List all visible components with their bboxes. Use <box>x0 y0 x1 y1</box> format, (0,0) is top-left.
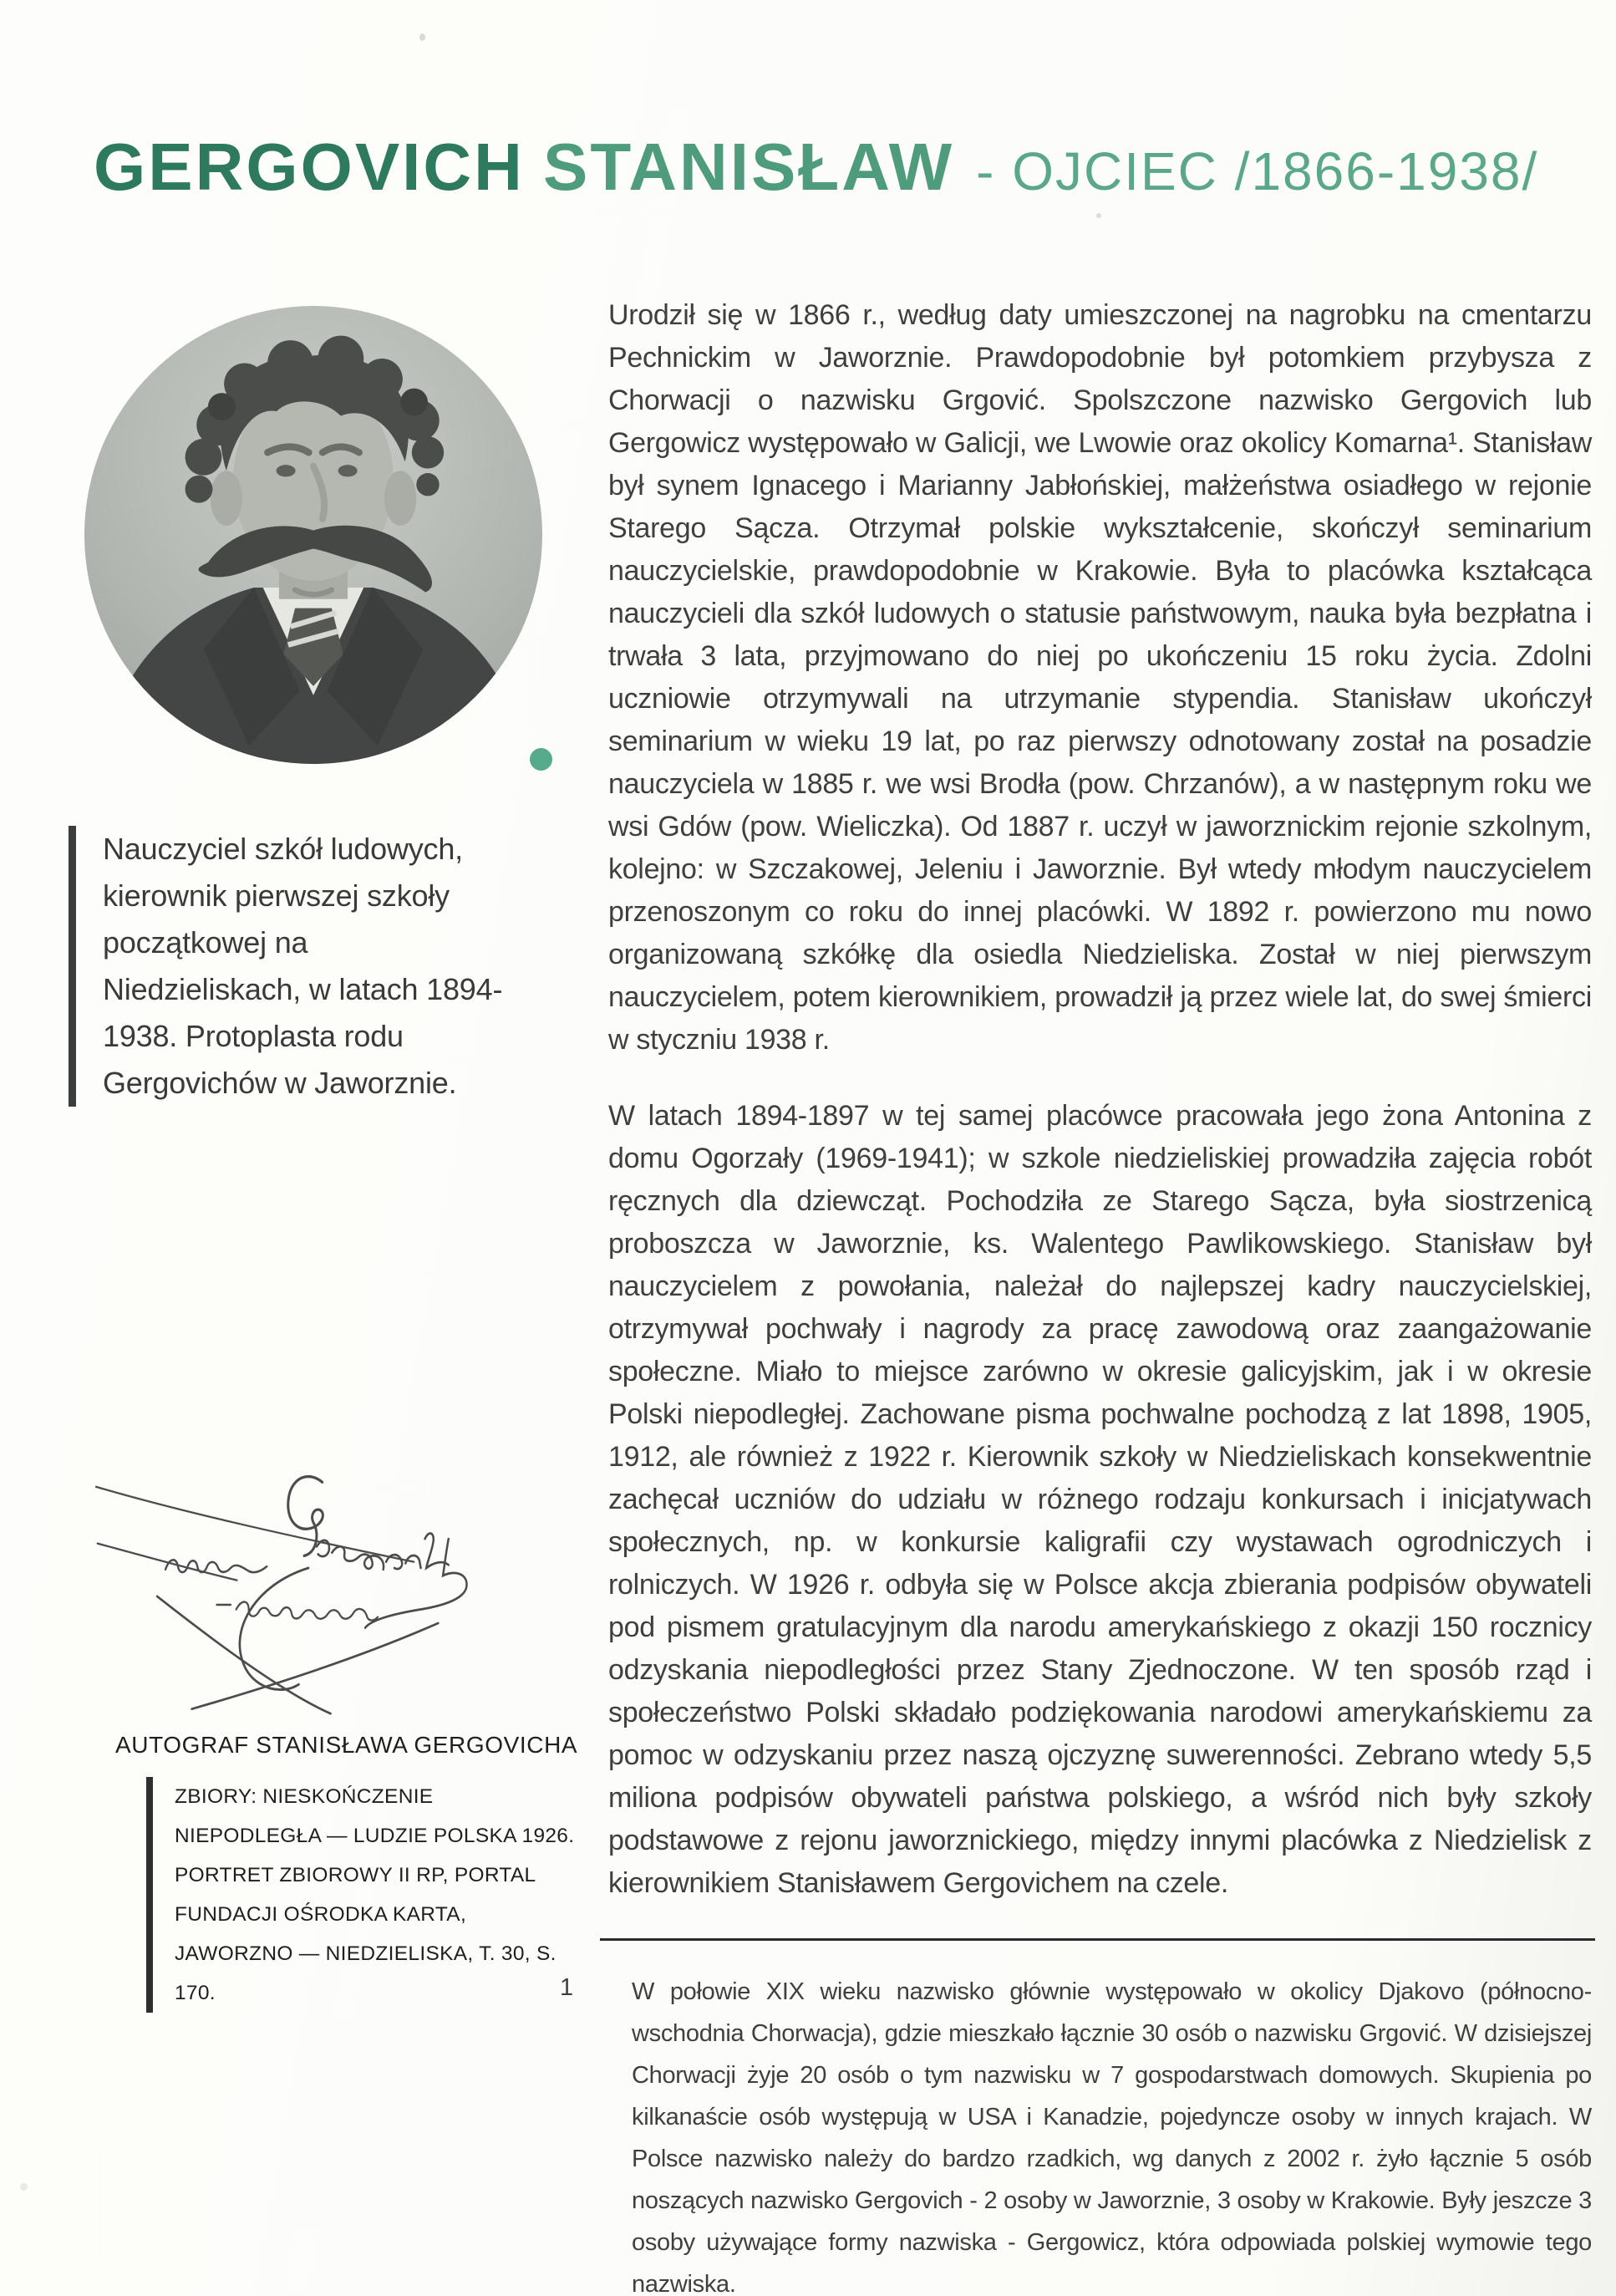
portrait-illustration <box>84 306 542 764</box>
footnote-separator <box>600 1938 1595 1941</box>
pull-quote: Nauczyciel szkół ludowych, kierownik pierwszej szkoły początkowej na Niedzieliskach, w latach 1894-1938. Protoplasta rodu Gergovichów w Jaworznie. <box>69 826 503 1107</box>
scan-speck <box>20 2183 28 2191</box>
scan-speck <box>1096 213 1101 218</box>
title-surname: GERGOVICH <box>94 130 525 204</box>
source-citation: ZBIORY: NIESKOŃCZENIE NIEPODLEGŁA — LUDZIE POLSKA 1926. PORTRET ZBIOROWY II RP, PORTAL FUNDACJI OŚRODKA KARTA, JAWORZNO — NIEDZIELISKA, T. 30, S. 170. <box>146 1777 581 2013</box>
signature-caption: AUTOGRAF STANISŁAWA GERGOVICHA <box>115 1732 578 1758</box>
paragraph-1: Urodził się w 1866 r., według daty umieszczonej na nagrobku na cmentarzu Pechnickim w Jaworznie. Prawdopodobnie był potomkiem przybysza z Chorwacji o nazwisku Grgović. Spolszczone nazwisko Gergovich lub Gergowicz występowało w Galicji, we Lwowie oraz okolicy Komarna¹. Stanisław był synem Ignacego i Marianny Jabłońskiej, małżeństwa osiadłego w rejonie Starego Sącza. Otrzymał polskie wykształcenie, skończył seminarium nauczycielskie, prawdopodobnie w Krakowie. Była to placówka kształcąca nauczycieli dla szkół ludowych o statusie państwowym, nauka była bezpłatna i trwała 3 lata, przyjmowano do niej po ukończeniu 15 roku życia. Zdolni uczniowie otrzymywali na utrzymanie stypendia. Stanisław ukończył seminarium w wieku 19 lat, po raz pierwszy odnotowany został na posadzie nauczyciela w 1885 r. we wsi Brodła (pow. Chrzanów), a w następnym roku we wsi Gdów (pow. Wieliczka). Od 1887 r. uczył w jaworznickim rejonie szkolnym, kolejno: w Szczakowej, Jeleniu i Jaworznie. Był wtedy młodym nauczycielem przenoszonym co roku do innej placówki. W 1892 r. powierzono mu nowo organizowaną szkółkę dla osiedla Niedzieliska. Został w niej pierwszym nauczycielem, potem kierownikiem, prowadził ją przez wiele lat, do swej śmierci w styczniu 1938 r. <box>608 299 1592 1056</box>
title-suffix: - OJCIEC /1866-1938/ <box>976 141 1539 201</box>
article-body <box>560 294 1592 2296</box>
footnote <box>560 1971 1592 2296</box>
signature-image <box>88 1439 476 1715</box>
scan-speck <box>419 33 425 41</box>
page-title <box>94 130 1539 204</box>
green-bullet-icon <box>530 748 552 771</box>
paragraph-2: W latach 1894-1897 w tej samej placówce pracowała jego żona Antonina z domu Ogorzały (1969-1941); w szkole niedzieliskiej prowadziła zajęcia robót ręcznych dla dziewcząt. Pochodziła ze Starego Sącza, była siostrzenicą proboszcza w Jaworznie, ks. Walentego Pawlikowskiego. Stanisław był nauczycielem z powołania, należał do najlepszej kadry nauczycielskiej, otrzymywał pochwały i nagrody za pracę zawodową oraz zaangażowanie społeczne. Miało to miejsce zarówno w okresie galicyjskim, jak i w okresie Polski niepodległej. Zachowane pisma pochwalne pochodzą z lat 1898, 1905, 1912, ale również z 1922 r. Kierownik szkoły w Niedzieliskach konsekwentnie zachęcał uczniów do udziału w różnego rodzaju konkursach i inicjatywach społecznych, np. w konkursie kaligrafii czy wystawach ogrodniczych i rolniczych. W 1926 r. odbyła się w Polsce akcja zbierania podpisów obywateli pod pismem gratulacyjnym dla narodu amerykańskiego z okazji 150 rocznicy odzyskania niepodległości przez Stany Zjednoczone. W ten sposób rząd i społeczeństwo Polski składało podziękowania narodowi amerykańskiemu za pomoc w odzyskaniu przez naszą ojczyznę suwerenności. Zebrano wtedy 5,5 miliona podpisów obywateli państwa polskiego, a wśród nich były szkoły podstawowe z rejonu jaworznickiego, między innymi placówka z Niedzielisk z kierownikiem Stanisławem Gergovichem na czele. <box>608 1100 1592 1899</box>
title-firstname: STANISŁAW <box>542 130 955 204</box>
footnote-marker: 1 <box>560 1974 574 2001</box>
footnote-text: W połowie XIX wieku nazwisko głównie występowało w okolicy Djakovo (północno-wschodnia Chorwacja), gdzie mieszkało łącznie 30 osób o nazwisku Grgović. W dzisiejszej Chorwacji żyje 20 osób o tym nazwisku w 7 gospodarstwach domowych. Skupienia po kilkanaście osób występują w USA i Kanadzie, pojedyncze osoby w innych krajach. W Polsce nazwisko należy do bardzo rzadkich, wg danych z 2002 r. żyło łącznie 5 osób noszących nazwisko Gergovich - 2 osoby w Jaworznie, 3 osoby w Krakowie. Były jeszcze 3 osoby używające formy nazwiska - Gergowicz, która odpowiada polskiej wymowie tego nazwiska. <box>632 1978 1592 2296</box>
portrait-photo <box>84 306 542 764</box>
signature-strokes <box>88 1439 476 1715</box>
